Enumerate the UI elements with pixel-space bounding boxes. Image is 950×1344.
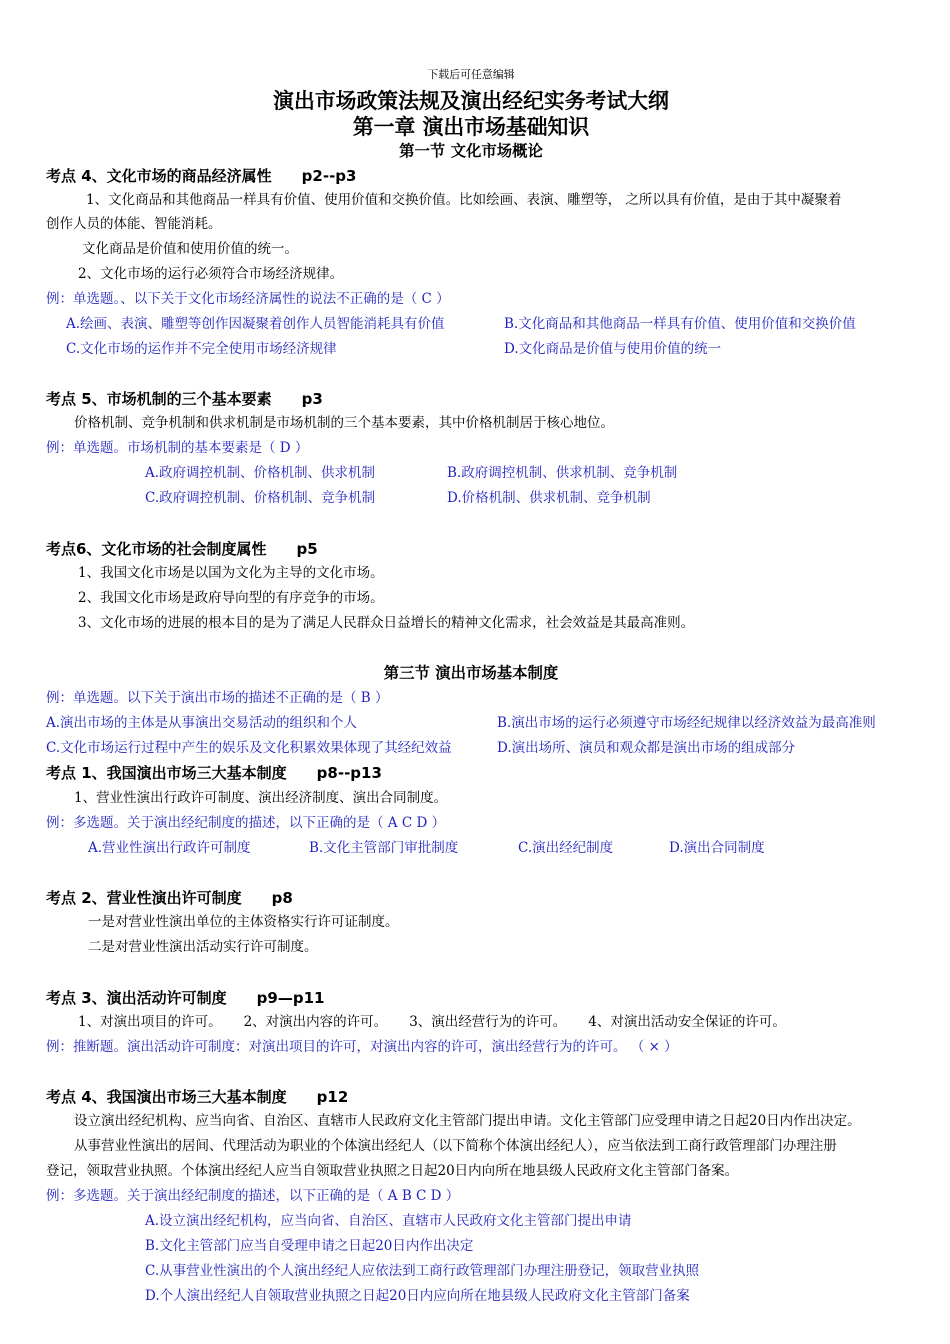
- section-title: 第一节 文化市场概论: [399, 142, 543, 160]
- question: 例：单选题。、以下关于文化市场经济属性的说法不正确的是（ C ）: [46, 291, 450, 307]
- question: 例：单选题。市场机制的基本要素是（ D ）: [46, 440, 309, 456]
- kaodian-title: 考点 5、市场机制的三个基本要素: [46, 390, 272, 408]
- option-a: A.绘画、表演、雕塑等创作因凝聚着创作人员智能消耗具有价值: [66, 316, 445, 332]
- permit-item: 2、对演出内容的许可。: [243, 1014, 388, 1030]
- option-d: D.个人演出经纪人自领取营业执照之日起20日内应向所在地县级人民政府文化主管部门备案: [145, 1288, 690, 1304]
- option-d: D.演出场所、演员和观众都是演出市场的组成部分: [497, 740, 796, 756]
- paragraph: 设立演出经纪机构、应当向省、自治区、直辖市人民政府文化主管部门提出申请。文化主管部门应受理申请之日起20日内作出决定。: [74, 1113, 861, 1129]
- document-title: 演出市场政策法规及演出经纪实务考试大纲: [273, 89, 669, 113]
- option-b: B.政府调控机制、供求机制、竞争机制: [447, 465, 678, 481]
- kaodian-heading: [46, 889, 293, 907]
- kaodian-heading: [46, 167, 356, 185]
- paragraph: 1、营业性演出行政许可制度、演出经济制度、演出合同制度。: [74, 790, 448, 806]
- page-ref: p2--p3: [301, 167, 357, 185]
- paragraph: 2、文化市场的运行必须符合市场经济规律。: [78, 266, 344, 282]
- kaodian-title: 考点 4、文化市场的商品经济属性: [46, 167, 272, 185]
- paragraph: 二是对营业性演出活动实行许可制度。: [88, 939, 318, 955]
- option-b: B.文化主管部门应当自受理申请之日起20日内作出决定: [145, 1238, 474, 1254]
- kaodian-title: 考点 1、我国演出市场三大基本制度: [46, 764, 287, 782]
- page-ref: p8: [271, 889, 293, 907]
- option-a: A.演出市场的主体是从事演出交易活动的组织和个人: [46, 715, 358, 731]
- question: 例：多选题。关于演出经纪制度的描述，以下正确的是（ A C D ）: [46, 815, 446, 831]
- option-c: C.文化市场运行过程中产生的娱乐及文化积累效果体现了其经纪效益: [46, 740, 452, 756]
- option-c: C.演出经纪制度: [518, 840, 614, 856]
- page-ref: p3: [301, 390, 323, 408]
- option-d: D.价格机制、供求机制、竞争机制: [447, 490, 651, 506]
- kaodian-heading: [46, 764, 382, 782]
- option-a: A.设立演出经纪机构，应当向省、自治区、直辖市人民政府文化主管部门提出申请: [145, 1213, 632, 1229]
- option-c: C.从事营业性演出的个人演出经纪人应依法到工商行政管理部门办理注册登记，领取营业执照: [145, 1263, 700, 1279]
- paragraph: 从事营业性演出的居间、代理活动为职业的个体演出经纪人（以下简称个体演出经纪人），应当依法到工商行政管理部门办理注册: [74, 1138, 837, 1154]
- kaodian-title: 考点 3、演出活动许可制度: [46, 989, 227, 1007]
- page-ref: p5: [296, 540, 318, 558]
- page-ref: p12: [316, 1088, 349, 1106]
- permit-items: [78, 1013, 786, 1031]
- paragraph: 创作人员的体能、智能消耗。: [46, 216, 222, 232]
- kaodian-title: 考点 2、营业性演出许可制度: [46, 889, 242, 907]
- paragraph: 2、我国文化市场是政府导向型的有序竞争的市场。: [78, 590, 384, 606]
- option-a: A.营业性演出行政许可制度: [88, 840, 251, 856]
- permit-item: 1、对演出项目的许可。: [78, 1014, 222, 1030]
- kaodian-title: 考点6、文化市场的社会制度属性: [46, 540, 267, 558]
- page-ref: p9—p11: [256, 989, 325, 1007]
- option-d: D.文化商品是价值与使用价值的统一: [504, 341, 722, 357]
- paragraph: 1、我国文化市场是以国为文化为主导的文化市场。: [78, 565, 384, 581]
- header-note: 下载后可任意编辑: [427, 68, 515, 81]
- permit-item: 4、对演出活动安全保证的许可。: [588, 1014, 786, 1030]
- question: 例：推断题。演出活动许可制度：对演出项目的许可，对演出内容的许可，演出经营行为的许可。 （ × ）: [46, 1039, 678, 1055]
- option-c: C.政府调控机制、价格机制、竞争机制: [145, 490, 376, 506]
- option-a: A.政府调控机制、价格机制、供求机制: [145, 465, 376, 481]
- kaodian-heading: [46, 1088, 348, 1106]
- option-b: B.文化商品和其他商品一样具有价值、使用价值和交换价值: [504, 316, 856, 332]
- option-b: B.演出市场的运行必须遵守市场经纪规律以经济效益为最高准则: [497, 715, 876, 731]
- paragraph: 价格机制、竞争机制和供求机制是市场机制的三个基本要素，其中价格机制居于核心地位。: [74, 415, 614, 431]
- paragraph: 文化商品是价值和使用价值的统一。: [82, 241, 298, 257]
- question: 例：多选题。关于演出经纪制度的描述，以下正确的是（ A B C D ）: [46, 1188, 460, 1204]
- kaodian-heading: [46, 540, 318, 558]
- paragraph: 3、文化市场的进展的根本目的是为了满足人民群众日益增长的精神文化需求，社会效益是其最高准则。: [78, 615, 695, 631]
- chapter-title: 第一章 演出市场基础知识: [352, 115, 590, 139]
- kaodian-heading: [46, 989, 324, 1007]
- paragraph: 登记，领取营业执照。个体演出经纪人应当自领取营业执照之日起20日内向所在地县级人民政府文化主管部门备案。: [46, 1163, 739, 1179]
- option-c: C.文化市场的运作并不完全使用市场经济规律: [66, 341, 337, 357]
- option-b: B.文化主管部门审批制度: [309, 840, 459, 856]
- paragraph: 一是对营业性演出单位的主体资格实行许可证制度。: [88, 914, 399, 930]
- kaodian-title: 考点 4、我国演出市场三大基本制度: [46, 1088, 287, 1106]
- paragraph: 1、文化商品和其他商品一样具有价值、使用价值和交换价值。比如绘画、表演、雕塑等， 之所以具有价值，是由于其中凝聚着: [86, 192, 842, 208]
- permit-item: 3、演出经营行为的许可。: [409, 1014, 567, 1030]
- page-ref: p8--p13: [316, 764, 382, 782]
- kaodian-heading: [46, 390, 323, 408]
- section-title: 第三节 演出市场基本制度: [383, 664, 559, 682]
- option-d: D.演出合同制度: [669, 840, 765, 856]
- question: 例：单选题。以下关于演出市场的描述不正确的是（ B ）: [46, 690, 389, 706]
